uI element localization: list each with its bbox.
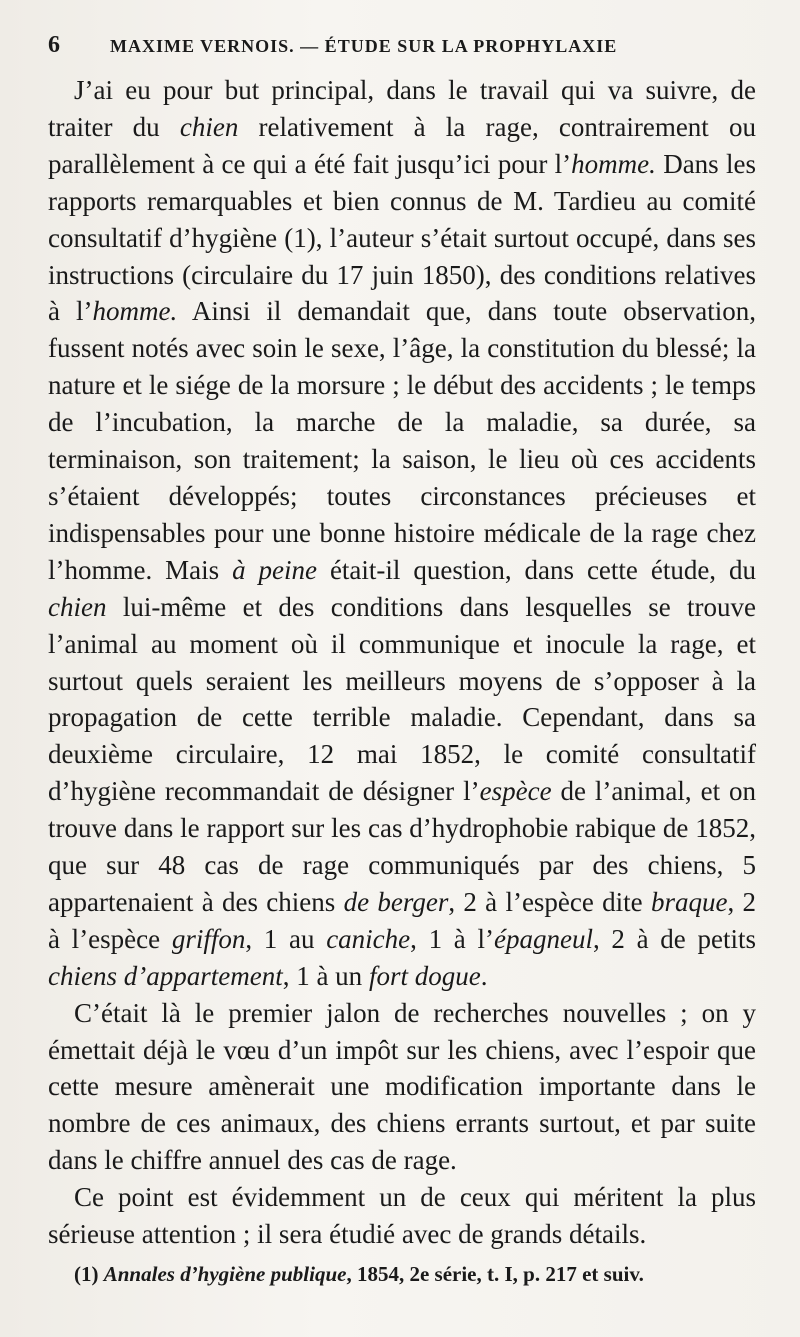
text-run: , 1 au [245, 923, 327, 954]
italic-run: Annales d’hygiène publique [103, 1262, 347, 1286]
italic-run: chiens d’appartement [48, 960, 283, 991]
running-title: MAXIME VERNOIS. — ÉTUDE SUR LA PROPHYLAXIE [110, 36, 618, 56]
text-run: , 1 à un [282, 960, 369, 991]
text-run: , 2 à l’espèce [48, 886, 757, 954]
text-run: . [480, 960, 488, 991]
italic-run: braque [650, 886, 728, 917]
body-text [48, 72, 756, 1253]
text-run: Ainsi il demandait que, dans toute observation, fussent notés avec soin le sexe, l’âge, la constitution du blessé; la nature et le siége de la morsure ; le début des accidents ; le temps de l’incubation, la marche de la maladie, sa durée, sa terminaison, son traitement; la saison, le lieu où ces accidents s’étaient développés; toutes circonstances précieuses et indispensables pour une bonne histoire médicale de la rage chez l’homme. Mais [48, 296, 756, 585]
italic-run: caniche [326, 923, 411, 954]
text-run: C’était là le premier jalon de recherches nouvelles ; on y émettait déjà le vœu d’un impôt sur les chiens, avec l’espoir que cette mesure amènerait une modification importante dans le nombre de ces animaux, des chiens errants surtout, et par suite dans le chiffre annuel des cas de rage. [48, 997, 756, 1176]
paragraph-3 [48, 1179, 756, 1253]
text-run: Ce point est évidemment un de ceux qui méritent la plus sérieuse attention ; il sera étudié avec de grands détails. [48, 1182, 756, 1250]
footnote [74, 1262, 756, 1287]
text-run: (1) [74, 1262, 104, 1286]
italic-run: homme. [571, 148, 656, 179]
italic-run: fort dogue [368, 960, 481, 991]
italic-run: espèce [479, 776, 552, 807]
text-run: J’ai eu pour but principal, dans le travail qui va suivre, de traiter du [48, 75, 756, 142]
italic-run: chien [179, 111, 239, 142]
paragraph-2 [48, 995, 756, 1180]
page-number: 6 [48, 32, 61, 58]
italic-run: à peine [232, 554, 318, 585]
text-run: , 1 à l’ [410, 923, 494, 954]
text-run: , 2 à l’espèce dite [448, 886, 651, 917]
italic-run: chien [48, 591, 107, 622]
text-run: était-il question, dans cette étude, du [317, 554, 756, 585]
paragraph-1 [48, 72, 756, 995]
italic-run: épagneul [493, 923, 593, 954]
text-run: , 2 à de petits [592, 923, 756, 954]
text-run: , 1854, 2e série, t. I, p. 217 et suiv. [346, 1262, 644, 1286]
running-head [48, 32, 756, 72]
text-run: Dans les rapports remarquables et bien connus de M. Tardieu au comité consultatif d’hygiène (1), l’auteur s’était surtout occupé, dans ses instructions (circulaire du 17 juin 1850), des conditions relatives à l’ [48, 148, 756, 327]
italic-run: griffon [171, 923, 246, 954]
italic-run: de berger [343, 886, 449, 917]
italic-run: homme. [92, 296, 178, 327]
text-run: lui-même et des conditions dans lesquelles se trouve l’animal au moment où il communique et inocule la rage, et surtout quels seraient les meilleurs moyens de s’opposer à la propagation de cette terrible maladie. Cependant, dans sa deuxième circulaire, 12 mai 1852, le comité consultatif d’hygiène recommandait de désigner l’ [48, 591, 756, 807]
text-run: relativement à la rage, contrairement ou parallèlement à ce qui a été fait jusqu’ici pour l’ [48, 111, 756, 179]
text-run: de l’animal, et on trouve dans le rapport sur les cas d’hydrophobie rabique de 1852, que sur 48 cas de rage communiqués par des chiens, 5 appartenaient à des chiens [48, 776, 757, 917]
